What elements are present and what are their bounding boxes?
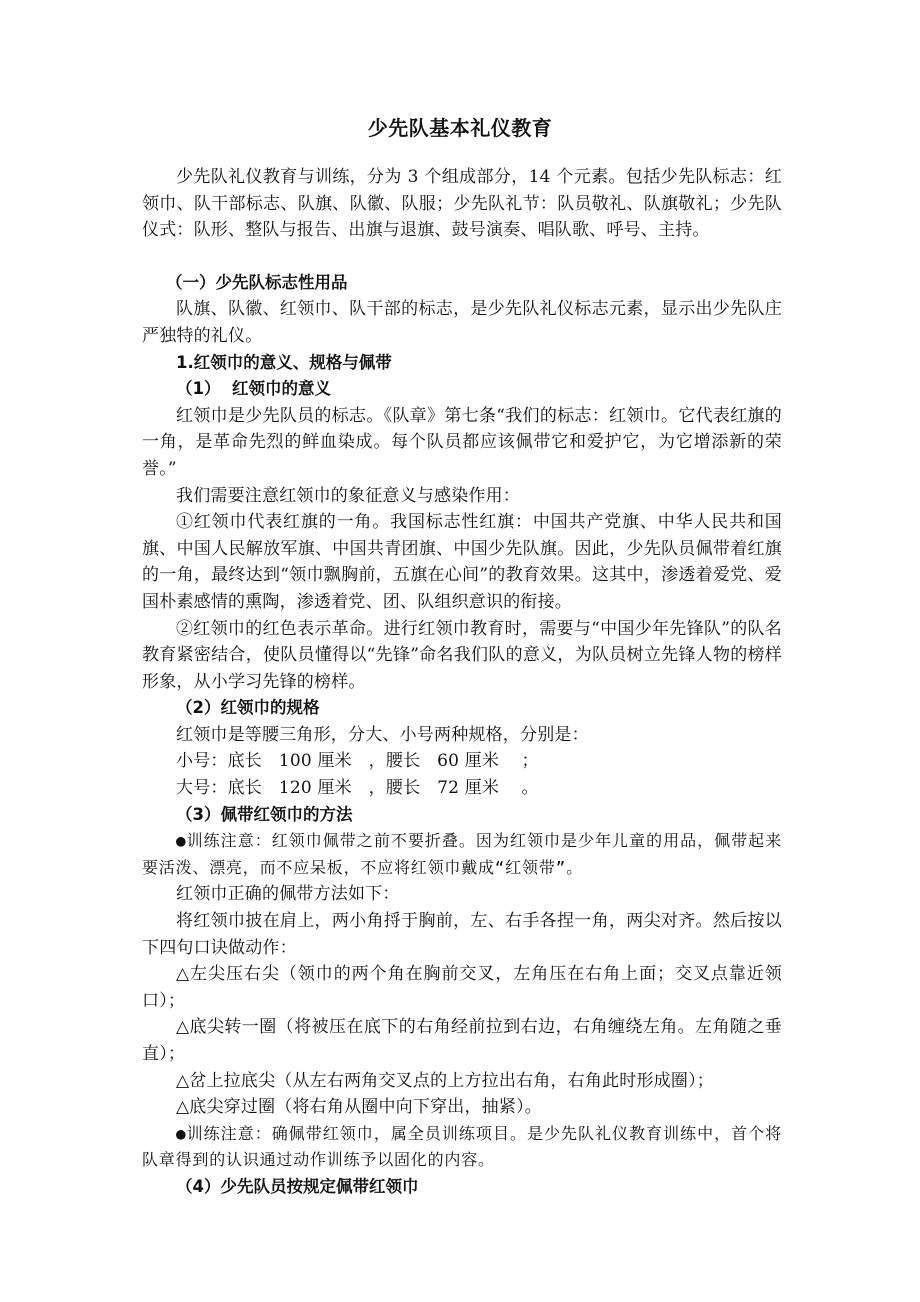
method-step-4: △底尖穿过圈（将右角从圈中向下穿出，抽紧）。 bbox=[176, 1097, 542, 1118]
meaning-heading: （1） 红领巾的意义 bbox=[176, 379, 331, 399]
method-paragraph-1: 红领巾正确的佩带方法如下： bbox=[176, 884, 400, 905]
meaning-paragraph-2: 我们需要注意红领巾的象征意义与感染作用： bbox=[176, 485, 520, 506]
method-paragraph-2: 将红领巾披在肩上，两小角捋于胸前，左、右手各捏一角，两尖对齐。然后按以下四句口诀做动作： bbox=[142, 911, 782, 958]
training-note-1: ●训练注意：红领巾佩带之前不要折叠。因为红领巾是少年儿童的用品，佩带起来要活泼、漂亮，而不应呆板，不应将红领巾戴成“红领带”。 bbox=[142, 831, 782, 877]
document-title: 少先队基本礼仪教育 bbox=[367, 116, 553, 140]
method-heading: （3）佩带红领巾的方法 bbox=[176, 804, 353, 824]
method-step-2: △底尖转一圈（将被压在底下的右角经前拉到右边，右角缠绕左角。左角随之垂直）； bbox=[142, 1017, 782, 1064]
meaning-paragraph-4: ②红领巾的红色表示革命。进行红领巾教育时，需要与“中国少年先锋队”的队名教育紧密结合，使队员懂得以“先锋”命名我们队的意义，为队员树立先锋人物的榜样形象，从小学习先锋的榜样。 bbox=[142, 618, 782, 692]
meaning-paragraph-3: ①红领巾代表红旗的一角。我国标志性红旗：中国共产党旗、中华人民共和国旗、中国人民解放军旗、中国共青团旗、中国少先队旗。因此，少先队员佩带着红旗的一角，最终达到“领巾飘胸前，五旗在心间”的教育效果。这其中，渗透着爱党、爱国朴素感情的熏陶，渗透着党、团、队组织意识的衔接。 bbox=[142, 512, 782, 612]
rule-heading: （4）少先队员按规定佩带红领巾 bbox=[176, 1176, 419, 1196]
section-1-paragraph: 队旗、队徽、红领巾、队干部的标志，是少先队礼仪标志元素，显示出少先队庄严独特的礼仪。 bbox=[142, 299, 782, 346]
spec-heading: （2）红领巾的规格 bbox=[176, 698, 320, 718]
meaning-paragraph-1: 红领巾是少先队员的标志。《队章》第七条“我们的标志：红领巾。它代表红旗的一角，是革命先烈的鲜血染成。每个队员都应该佩带它和爱护它，为它增添新的荣誉。” bbox=[142, 405, 782, 479]
method-step-3: △岔上拉底尖（从左右两角交叉点的上方拉出右角，右角此时形成圈）； bbox=[176, 1070, 714, 1091]
spec-large-size: 大号：底长 120 厘米 ，腰长 72 厘米 。 bbox=[176, 778, 539, 799]
training-note-2: ●训练注意：确佩带红领巾，属全员训练项目。是少先队礼仪教育训练中，首个将队章得到的认识通过动作训练予以固化的内容。 bbox=[142, 1123, 782, 1170]
paragraph-gap bbox=[142, 244, 782, 270]
spec-paragraph: 红领巾是等腰三角形，分大、小号两种规格，分别是： bbox=[176, 724, 589, 745]
section-heading-1: （一）少先队标志性用品 bbox=[166, 272, 348, 292]
document-body bbox=[142, 164, 782, 1201]
subsection-heading-1: 1.红领巾的意义、规格与佩带 bbox=[176, 352, 392, 372]
intro-paragraph: 少先队礼仪教育与训练，分为 3 个组成部分，14 个元素。包括少先队标志：红领巾、队干部标志、队旗、队徽、队服；少先队礼节：队员敬礼、队旗敬礼；少先队仪式：队形、整队与报告、出旗与退旗、鼓号演奏、唱队歌、呼号、主持。 bbox=[142, 167, 782, 241]
spec-small-size: 小号：底长 100 厘米 ，腰长 60 厘米 ； bbox=[176, 751, 539, 772]
method-step-1: △左尖压右尖（领巾的两个角在胸前交叉，左角压在右角上面；交叉点靠近领口）； bbox=[142, 964, 782, 1011]
